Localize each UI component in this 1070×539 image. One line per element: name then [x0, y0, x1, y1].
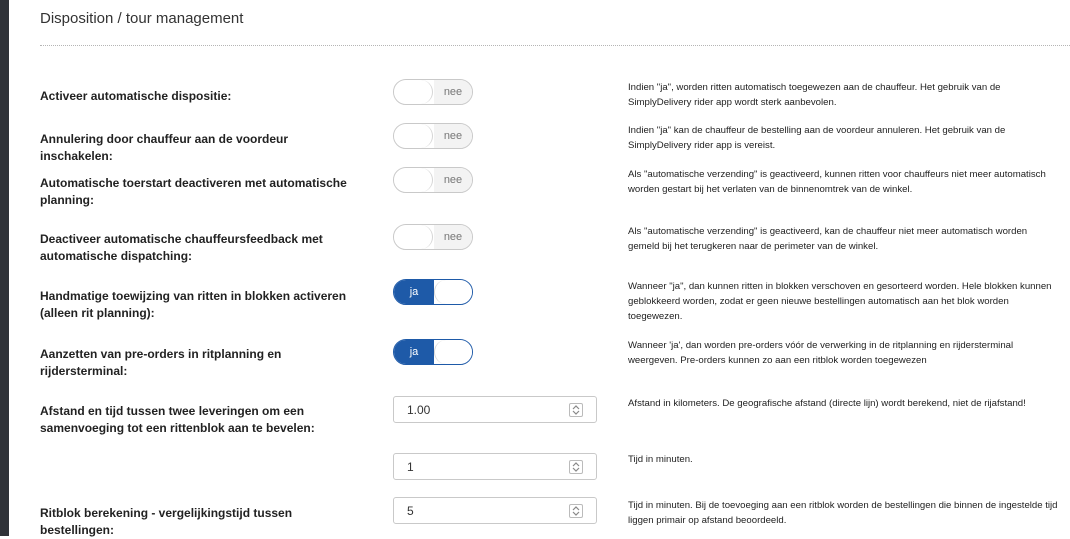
setting-help-auto-driver-feedback: Als "automatische verzending" is geactiveerd, kan de chauffeur niet meer automatisch worden gemeld bij het terugkeren naar de perimeter van de winkel.	[628, 226, 1028, 252]
toggle-value: nee	[434, 124, 472, 148]
input-value: 1	[407, 460, 414, 474]
toggle-knob	[394, 80, 433, 104]
manual-block-assignment-toggle[interactable]	[393, 279, 473, 305]
auto-dispatch-toggle[interactable]	[393, 79, 473, 105]
setting-label-pre-orders: Aanzetten van pre-orders in ritplanning en rijdersterminal:	[40, 347, 282, 378]
block-time-input[interactable]	[393, 453, 597, 480]
driver-cancel-toggle[interactable]	[393, 123, 473, 149]
setting-label-block-distance: Afstand en tijd tussen twee leveringen om een samenvoeging tot een rittenblok aan te bevelen:	[40, 404, 315, 435]
toggle-knob	[394, 225, 433, 249]
app-sidebar-edge	[0, 0, 9, 536]
setting-label-driver-cancel: Annulering door chauffeur aan de voordeur inschakelen:	[40, 132, 289, 163]
comparison-time-input[interactable]	[393, 497, 597, 524]
setting-help-block-distance: Afstand in kilometers. De geografische afstand (directe lijn) wordt berekend, niet de rijafstand!	[628, 398, 1026, 409]
setting-help-pre-orders: Wanneer 'ja', dan worden pre-orders vóór de verwerking in de ritplanning en rijdersterminal weergeven. Pre-orders kunnen zo aan een ritblok worden toegewezen	[628, 340, 1014, 366]
toggle-knob	[434, 340, 473, 364]
setting-help-auto-dispatch: Indien "ja", worden ritten automatisch toegewezen aan de chauffeur. Het gebruik van de SimplyDelivery rider app wordt sterk aanbevolen.	[628, 82, 1001, 108]
input-value: 1.00	[407, 403, 431, 417]
pre-orders-toggle[interactable]	[393, 339, 473, 365]
toggle-value: nee	[434, 168, 472, 192]
setting-label-manual-block-assignment: Handmatige toewijzing van ritten in blokken activeren (alleen rit planning):	[40, 289, 347, 320]
setting-help-manual-block-assignment: Wanneer "ja", dan kunnen ritten in blokken verschoven en gesorteerd worden. Hele blokken kunnen geblokkeerd worden, zodat er geen nieuwe bestellingen automatisch aan het blok worden toegewezen.	[628, 281, 1052, 322]
stepper-icon[interactable]	[569, 460, 583, 474]
toggle-knob	[394, 168, 433, 192]
setting-help-driver-cancel: Indien "ja" kan de chauffeur de bestelling aan de voordeur annuleren. Het gebruik van de SimplyDelivery rider app is vereist.	[628, 125, 1006, 151]
auto-driver-feedback-toggle[interactable]	[393, 224, 473, 250]
stepper-icon[interactable]	[569, 504, 583, 518]
toggle-value: ja	[394, 280, 434, 304]
toggle-knob	[394, 124, 433, 148]
block-distance-input[interactable]	[393, 396, 597, 423]
setting-help-comparison-time: Tijd in minuten. Bij de toevoeging aan een ritblok worden de bestellingen die binnen de ingestelde tijd liggen primair op afstand beoordeeld.	[628, 500, 1058, 526]
section-divider	[40, 45, 1070, 46]
toggle-value: nee	[434, 225, 472, 249]
toggle-value: ja	[394, 340, 434, 364]
setting-help-block-time: Tijd in minuten.	[628, 454, 693, 465]
setting-help-auto-tour-start: Als "automatische verzending" is geactiveerd, kunnen ritten voor chauffeurs niet meer automatisch worden gestart bij het verlaten van de binnenomtrek van de winkel.	[628, 169, 1046, 195]
setting-label-auto-tour-start: Automatische toerstart deactiveren met automatische planning:	[40, 176, 347, 207]
setting-label-auto-driver-feedback: Deactiveer automatische chauffeursfeedback met automatische dispatching:	[40, 232, 323, 263]
setting-label-auto-dispatch: Activeer automatische dispositie:	[40, 89, 232, 103]
setting-label-comparison-time: Ritblok berekening - vergelijkingstijd tussen bestellingen:	[40, 506, 293, 537]
auto-tour-start-toggle[interactable]	[393, 167, 473, 193]
input-value: 5	[407, 504, 414, 518]
page-title: Disposition / tour management	[40, 10, 244, 27]
toggle-knob	[434, 280, 473, 304]
stepper-icon[interactable]	[569, 403, 583, 417]
toggle-value: nee	[434, 80, 472, 104]
